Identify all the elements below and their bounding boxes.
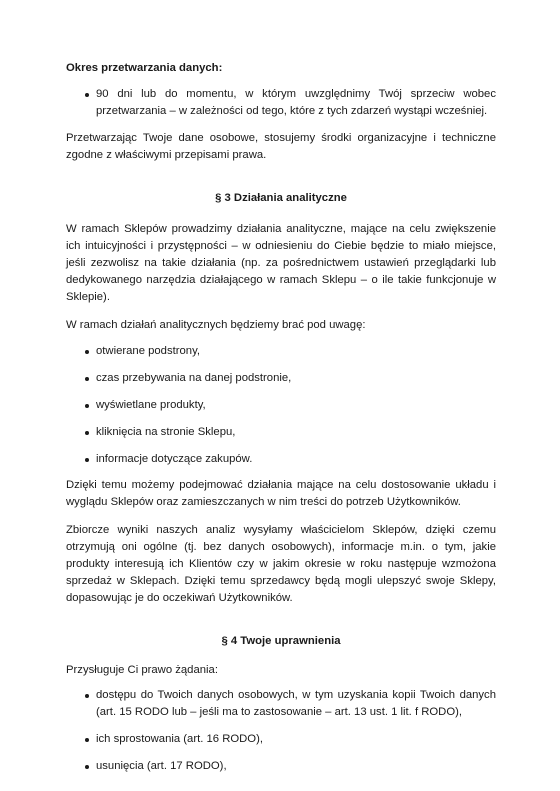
security-paragraph: Przetwarzając Twoje dane osobowe, stosujemy środki organizacyjne i techniczne zgodne z właściwymi przepisami prawa.	[66, 132, 496, 161]
analytics-list	[66, 343, 496, 468]
analytics-paragraph-1: W ramach Sklepów prowadzimy działania analityczne, mające na celu zwiększenie ich intuicyjności i przystępności – w odniesieniu do Ciebie będzie to miało miejsce, jeśli zezwolisz na takie działania (np. za pośrednictwem ustawień przeglądarki lub dedykowanego narzędzia działającego w ramach Sklepu – o ile takie funkcjonuje w Sklepie).	[66, 223, 496, 303]
list-item: ich sprostowania (art. 16 RODO),	[66, 731, 496, 748]
analytics-paragraph-2: W ramach działań analitycznych będziemy brać pod uwagę:	[66, 319, 366, 331]
rights-list	[66, 687, 496, 775]
analytics-paragraph-3: Dzięki temu możemy podejmować działania mające na celu dostosowanie układu i wyglądu Sklepów oraz zamieszczanych w nim treści do potrzeb Użytkowników.	[66, 479, 496, 508]
list-item: 90 dni lub do momentu, w którym uwzględnimy Twój sprzeciw wobec przetwarzania – w zależności od tego, które z tych zdarzeń wystąpi wcześniej.	[66, 86, 496, 120]
processing-period-heading: Okres przetwarzania danych:	[66, 62, 223, 74]
rights-intro: Przysługuje Ci prawo żądania:	[66, 664, 218, 676]
analytics-paragraph-4: Zbiorcze wyniki naszych analiz wysyłamy właścicielom Sklepów, dzięki czemu otrzymują oni ogólne (tj. bez danych osobowych), informacje m.in. o tym, jakie produkty interesują ich Klientów czy w jakim okresie w roku następuje wzmożona sprzedaż w Sklepach. Dzięki temu sprzedawcy będą mogli ulepszyć swoje Sklepy, dopasowując je do oczekiwań Użytkowników.	[66, 524, 496, 604]
processing-period-list	[66, 86, 496, 120]
document-page	[66, 60, 496, 775]
section-4-title: § 4 Twoje uprawnienia	[221, 635, 341, 647]
section-3-title: § 3 Działania analityczne	[215, 192, 347, 204]
list-item: otwierane podstrony,	[66, 343, 496, 360]
list-item: dostępu do Twoich danych osobowych, w tym uzyskania kopii Twoich danych (art. 15 RODO lub – jeśli ma to zastosowanie – art. 13 ust. 1 lit. f RODO),	[66, 687, 496, 721]
list-item: informacje dotyczące zakupów.	[66, 451, 496, 468]
list-item: usunięcia (art. 17 RODO),	[66, 758, 496, 775]
list-item: czas przebywania na danej podstronie,	[66, 370, 496, 387]
list-item: kliknięcia na stronie Sklepu,	[66, 424, 496, 441]
list-item: wyświetlane produkty,	[66, 397, 496, 414]
